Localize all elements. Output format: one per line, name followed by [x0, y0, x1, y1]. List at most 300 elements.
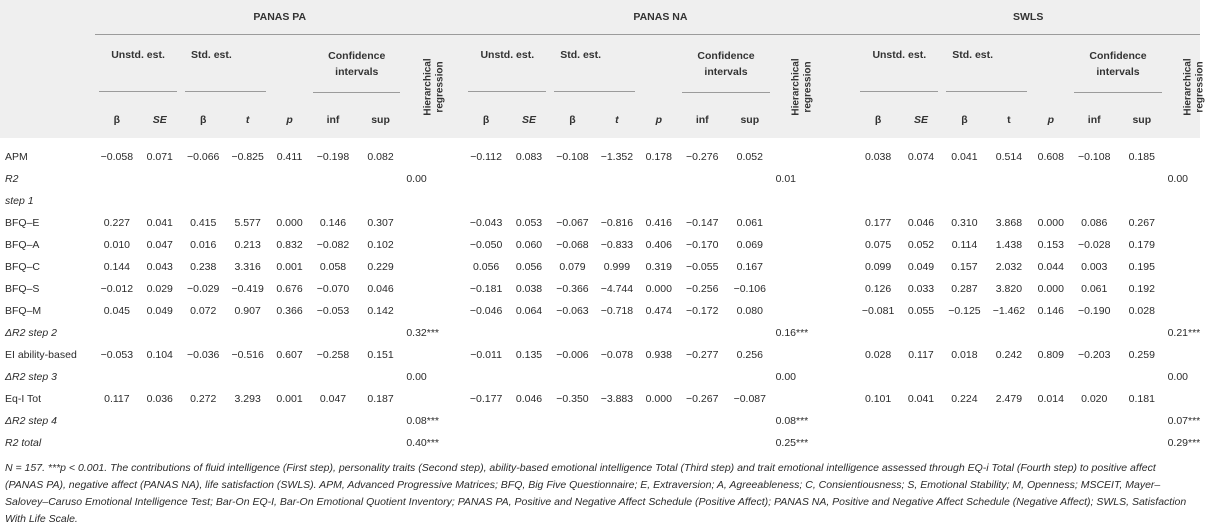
- panas-na-cell: 0.416: [645, 217, 672, 229]
- sup-header: sup: [726, 101, 774, 138]
- panas-na-cell: [595, 322, 639, 344]
- swls-cell: 0.038: [864, 151, 892, 163]
- panas-pa-cell: [225, 366, 269, 388]
- panas-na-cell: 0.056: [472, 261, 500, 273]
- panas-pa-cell: 0.117: [104, 393, 130, 405]
- panas-na-cell: 0.178: [645, 151, 672, 163]
- panas-pa-cell: 0.000: [276, 217, 303, 229]
- swls-cell: 0.041: [951, 151, 978, 163]
- panas-pa-cell: 0.229: [367, 261, 394, 273]
- swls-cell: [856, 168, 899, 190]
- panas-na-cell: −0.170: [686, 239, 719, 251]
- panas-na-cell: −0.067: [556, 217, 589, 229]
- swls-cell: 0.086: [1081, 217, 1108, 229]
- panas-pa-cell: [309, 190, 357, 212]
- panas-na-cell: −0.172: [686, 305, 719, 317]
- swls-cell: 3.820: [995, 283, 1023, 295]
- swls-cell: [900, 322, 942, 344]
- table-row: [0, 278, 1200, 300]
- inf-header: inf: [309, 101, 357, 138]
- swls-cell: 0.074: [907, 151, 935, 163]
- panas-pa-cell: [309, 432, 357, 454]
- panas-pa-cell: −0.058: [100, 151, 134, 163]
- panas-na-cell: −0.277: [686, 349, 719, 361]
- panas-pa-cell: [270, 322, 309, 344]
- swls-cell: 1.438: [995, 239, 1023, 251]
- group-panas-na: PANAS NA: [464, 0, 856, 35]
- panas-pa-cell: [139, 432, 181, 454]
- swls-cell: 0.000: [1037, 283, 1064, 295]
- panas-pa-cell: [181, 322, 225, 344]
- panas-pa-cell: 0.415: [190, 217, 217, 229]
- panas-na-cell: [726, 168, 774, 190]
- row-label: Eq-I Tot: [5, 393, 41, 405]
- std-est-header-swls: Std. est.: [946, 45, 1027, 92]
- panas-na-cell: [595, 366, 639, 388]
- swls-cell: [1070, 410, 1118, 432]
- row-label: BFQ–E: [5, 217, 40, 229]
- panas-na-cell: −0.046: [469, 305, 503, 317]
- sup-header: sup: [1118, 101, 1166, 138]
- panas-pa-cell: −0.053: [100, 349, 134, 361]
- swls-cell: −0.028: [1078, 239, 1111, 251]
- panas-pa-cell: [225, 432, 269, 454]
- unstd-est-header: Unstd. est.: [99, 45, 177, 92]
- panas-na-cell: [595, 432, 639, 454]
- panas-pa-cell: 0.907: [234, 305, 261, 317]
- panas-na-cell: 0.052: [736, 151, 763, 163]
- swls-cell: [942, 432, 986, 454]
- panas-pa-cell: −0.258: [316, 349, 350, 361]
- spacer-cell: [819, 256, 856, 278]
- confidence-intervals-header: [313, 44, 400, 93]
- panas-na-cell: 0.000: [645, 283, 672, 295]
- panas-pa-cell: 0.046: [367, 283, 394, 295]
- panas-na-cell: 0.319: [645, 261, 672, 273]
- swls-cell: [1070, 366, 1118, 388]
- panas-na-cell: [464, 410, 507, 432]
- panas-pa-cell: [95, 190, 138, 212]
- swls-cell: 0.000: [1037, 217, 1064, 229]
- panas-pa-regression-cell: [404, 138, 464, 168]
- swls-cell: 0.514: [995, 151, 1023, 163]
- panas-pa-cell: 0.227: [103, 217, 130, 229]
- panas-na-cell: [464, 168, 507, 190]
- panas-pa-regression-cell: 0.40***: [406, 437, 440, 449]
- swls-cell: −0.203: [1078, 349, 1111, 361]
- panas-na-cell: 0.056: [515, 261, 543, 273]
- hierarchical-regression-header-swls: Hierarchical regression: [1166, 35, 1200, 139]
- panas-na-cell: 0.061: [736, 217, 763, 229]
- panas-pa-cell: −0.825: [231, 151, 264, 163]
- panas-pa-cell: 0.151: [367, 349, 394, 361]
- swls-cell: [856, 322, 899, 344]
- swls-cell: [1070, 190, 1118, 212]
- swls-cell: [1118, 322, 1166, 344]
- swls-cell: 0.224: [951, 393, 978, 405]
- swls-cell: [1070, 322, 1118, 344]
- swls-cell: 0.033: [907, 283, 935, 295]
- swls-cell: [987, 366, 1031, 388]
- panas-na-regression-cell: [774, 234, 820, 256]
- panas-pa-cell: [357, 410, 405, 432]
- panas-pa-cell: [95, 322, 138, 344]
- table-row: [0, 344, 1200, 366]
- panas-na-cell: 0.083: [515, 151, 543, 163]
- panas-pa-cell: 0.411: [276, 151, 303, 163]
- panas-na-cell: −0.078: [600, 349, 634, 361]
- panas-pa-cell: 0.001: [276, 261, 303, 273]
- panas-na-cell: [550, 322, 594, 344]
- panas-pa-regression-cell: [404, 278, 464, 300]
- panas-na-cell: −0.181: [469, 283, 503, 295]
- swls-cell: 0.146: [1037, 305, 1064, 317]
- panas-na-cell: −0.068: [556, 239, 589, 251]
- swls-cell: 0.046: [907, 217, 935, 229]
- table-row: [0, 322, 1200, 344]
- row-label: ΔR2 step 2: [5, 327, 57, 339]
- swls-cell: [942, 168, 986, 190]
- panas-na-cell: [726, 190, 774, 212]
- beta-std-header: β: [942, 101, 986, 138]
- panas-na-cell: [726, 366, 774, 388]
- swls-regression-cell: [1166, 190, 1200, 212]
- panas-pa-cell: 0.144: [103, 261, 130, 273]
- panas-na-cell: [726, 432, 774, 454]
- beta-std-header: β: [181, 101, 225, 138]
- row-label: R2 total: [5, 437, 42, 449]
- t-header: t: [225, 101, 269, 138]
- panas-pa-cell: 0.146: [319, 217, 347, 229]
- panas-pa-regression-cell: [404, 300, 464, 322]
- panas-na-regression-cell: [774, 344, 820, 366]
- panas-pa-cell: 0.238: [190, 261, 217, 273]
- panas-na-cell: [508, 366, 550, 388]
- swls-cell: −0.190: [1078, 305, 1111, 317]
- spacer-cell: [819, 168, 856, 190]
- panas-na-cell: 0.046: [515, 393, 543, 405]
- swls-regression-cell: [1166, 278, 1200, 300]
- group-panas-pa: PANAS PA: [95, 0, 464, 35]
- panas-pa-cell: 0.047: [319, 393, 347, 405]
- panas-pa-regression-cell: [404, 256, 464, 278]
- panas-na-cell: [639, 322, 678, 344]
- swls-cell: 0.287: [951, 283, 978, 295]
- panas-pa-cell: [357, 190, 405, 212]
- panas-na-cell: [678, 432, 726, 454]
- spacer-cell: [819, 410, 856, 432]
- table-row: [0, 138, 1200, 168]
- row-label: R2: [5, 173, 19, 185]
- panas-na-cell: −0.267: [686, 393, 719, 405]
- panas-na-cell: −0.112: [470, 151, 502, 163]
- swls-cell: [987, 190, 1031, 212]
- panas-pa-regression-cell: [404, 388, 464, 410]
- swls-cell: 0.061: [1081, 283, 1108, 295]
- panas-na-cell: 0.135: [515, 349, 543, 361]
- panas-pa-cell: [357, 366, 405, 388]
- table-row: [0, 388, 1200, 410]
- panas-pa-cell: [270, 366, 309, 388]
- panas-na-cell: 0.938: [645, 349, 672, 361]
- swls-cell: 0.242: [995, 349, 1023, 361]
- table-row: [0, 168, 1200, 190]
- panas-pa-cell: 0.045: [103, 305, 130, 317]
- panas-pa-regression-cell: 0.32***: [406, 327, 440, 339]
- panas-na-cell: [464, 190, 507, 212]
- se-header: SE: [139, 101, 181, 138]
- group-swls: SWLS: [856, 0, 1200, 35]
- swls-cell: 0.052: [907, 239, 935, 251]
- swls-cell: 0.114: [951, 239, 978, 251]
- panas-pa-cell: 0.016: [190, 239, 217, 251]
- swls-cell: 0.267: [1128, 217, 1155, 229]
- panas-pa-cell: 0.187: [367, 393, 394, 405]
- swls-cell: [1118, 432, 1166, 454]
- swls-cell: [987, 432, 1031, 454]
- spacer-cell: [819, 234, 856, 256]
- spacer-cell: [819, 432, 856, 454]
- swls-cell: 0.126: [864, 283, 892, 295]
- swls-cell: 0.185: [1128, 151, 1155, 163]
- p-header: p: [1031, 101, 1070, 138]
- panas-na-cell: −0.718: [600, 305, 634, 317]
- panas-pa-cell: [270, 190, 309, 212]
- unstd-est-header-swls: Unstd. est.: [860, 45, 938, 92]
- panas-na-regression-cell: [774, 138, 820, 168]
- panas-pa-cell: [139, 410, 181, 432]
- swls-cell: 0.049: [907, 261, 935, 273]
- panas-pa-cell: 0.607: [276, 349, 303, 361]
- beta-header: β: [464, 101, 507, 138]
- panas-na-cell: [726, 410, 774, 432]
- swls-regression-cell: 0.00: [1167, 173, 1188, 185]
- swls-cell: 0.117: [908, 349, 934, 361]
- panas-pa-cell: −0.029: [186, 283, 220, 295]
- panas-na-regression-cell: 0.08***: [775, 415, 809, 427]
- table-body: [0, 138, 1200, 454]
- panas-pa-regression-cell: 0.08***: [406, 415, 440, 427]
- swls-cell: 0.041: [907, 393, 935, 405]
- std-est-header-na: Std. est.: [554, 45, 635, 92]
- panas-pa-cell: 0.047: [146, 239, 173, 251]
- swls-cell: 2.479: [995, 393, 1023, 405]
- panas-pa-cell: [95, 432, 138, 454]
- swls-cell: [987, 322, 1031, 344]
- row-label: BFQ–M: [5, 305, 42, 317]
- swls-cell: 0.099: [864, 261, 892, 273]
- panas-pa-cell: [270, 432, 309, 454]
- panas-pa-cell: 0.213: [234, 239, 261, 251]
- panas-na-cell: [464, 366, 507, 388]
- swls-cell: 0.014: [1037, 393, 1064, 405]
- panas-pa-cell: 0.058: [319, 261, 347, 273]
- panas-pa-cell: [357, 322, 405, 344]
- table-row: [0, 256, 1200, 278]
- unstd-est-header-na: Unstd. est.: [468, 45, 546, 92]
- spacer-cell: [819, 278, 856, 300]
- sub-header-row: [0, 35, 1200, 102]
- row-label: APM: [5, 151, 28, 163]
- beta-header: β: [856, 101, 899, 138]
- table-row: [0, 410, 1200, 432]
- panas-na-cell: [550, 190, 594, 212]
- panas-pa-regression-cell: [404, 212, 464, 234]
- panas-pa-cell: [181, 410, 225, 432]
- panas-pa-cell: 5.577: [234, 217, 261, 229]
- panas-na-cell: −0.350: [556, 393, 589, 405]
- swls-regression-cell: [1166, 138, 1200, 168]
- panas-pa-cell: [139, 190, 181, 212]
- swls-cell: 0.177: [864, 217, 892, 229]
- panas-pa-regression-cell: [404, 344, 464, 366]
- panas-pa-cell: [270, 410, 309, 432]
- panas-na-cell: −0.147: [686, 217, 719, 229]
- swls-cell: [1118, 190, 1166, 212]
- panas-pa-cell: 0.676: [276, 283, 303, 295]
- spacer-cell: [819, 212, 856, 234]
- panas-pa-cell: [225, 190, 269, 212]
- panas-pa-cell: 0.036: [146, 393, 173, 405]
- symbol-header-row: [0, 101, 1200, 138]
- panas-na-cell: −0.106: [733, 283, 766, 295]
- footnote: N = 157. ***p < 0.001. The contributions of fluid intelligence (First step), personality traits (Second step), ability-based emotional intelligence Total (Third step) and trait emotional intelligence assessed through EQ-i Total (Fourth step) to positive affect (PANAS PA), negative affect (PANAS NA), life satisfaction (SWLS). APM, Advanced Progressive Matrices; BFQ, Big Five Questionnaire; E, Extraversion; A, Agreeableness; C, Consientiousness; S, Emotional Stability; M, Openness; MSCEIT, Mayer–Salovey–Caruso Emotional Intelligence Test; Bar-On EQ-I, Bar-On Emotional Quotient Inventory; PANAS PA, Positive and Negative Affect Schedule (Positive Affect); PANAS NA, Positive and Negative Affect Schedule (Negative Affect); SWLS, Satisfaction With Life Scale.: [5, 462, 1187, 525]
- panas-na-regression-cell: 0.25***: [775, 437, 809, 449]
- panas-na-cell: −0.050: [469, 239, 503, 251]
- spacer-cell: [819, 322, 856, 344]
- panas-na-cell: −0.276: [686, 151, 719, 163]
- row-label: ΔR2 step 3: [5, 371, 57, 383]
- panas-na-cell: [464, 322, 507, 344]
- swls-cell: 0.157: [951, 261, 978, 273]
- panas-pa-cell: [181, 190, 225, 212]
- panas-pa-cell: −0.082: [316, 239, 350, 251]
- panas-pa-cell: 0.029: [146, 283, 173, 295]
- panas-na-cell: 0.406: [645, 239, 672, 251]
- panas-na-cell: [639, 168, 678, 190]
- swls-cell: [1118, 366, 1166, 388]
- panas-na-cell: [726, 322, 774, 344]
- panas-pa-cell: 0.104: [146, 349, 173, 361]
- swls-cell: [1031, 366, 1070, 388]
- panas-pa-cell: [139, 168, 181, 190]
- panas-pa-cell: [309, 168, 357, 190]
- panas-pa-cell: −0.053: [316, 305, 350, 317]
- swls-regression-cell: [1166, 234, 1200, 256]
- panas-pa-cell: [270, 168, 309, 190]
- swls-cell: [1031, 190, 1070, 212]
- panas-pa-cell: −0.419: [231, 283, 264, 295]
- swls-cell: [987, 168, 1031, 190]
- panas-na-cell: [550, 432, 594, 454]
- panas-na-cell: 0.256: [736, 349, 763, 361]
- t-header: t: [595, 101, 639, 138]
- panas-na-cell: 0.474: [645, 305, 672, 317]
- panas-na-cell: [639, 432, 678, 454]
- row-label: BFQ–A: [5, 239, 40, 251]
- table-row: [0, 366, 1200, 388]
- panas-na-cell: −0.006: [556, 349, 589, 361]
- panas-na-cell: [639, 190, 678, 212]
- swls-regression-cell: [1166, 212, 1200, 234]
- panas-na-regression-cell: 0.01: [775, 173, 797, 185]
- panas-na-cell: −0.256: [686, 283, 719, 295]
- swls-cell: [1031, 168, 1070, 190]
- panas-na-cell: −0.087: [733, 393, 766, 405]
- se-header: SE: [900, 101, 942, 138]
- swls-cell: [1031, 432, 1070, 454]
- swls-cell: −0.081: [861, 305, 895, 317]
- panas-na-cell: 0.069: [736, 239, 763, 251]
- panas-na-cell: [678, 322, 726, 344]
- panas-pa-cell: −0.066: [186, 151, 220, 163]
- table-row: [0, 190, 1200, 212]
- swls-regression-cell: 0.00: [1167, 371, 1188, 383]
- panas-na-cell: 0.000: [645, 393, 672, 405]
- table-row: [0, 432, 1200, 454]
- swls-regression-cell: [1166, 300, 1200, 322]
- panas-na-cell: [678, 410, 726, 432]
- panas-pa-cell: 3.293: [234, 393, 261, 405]
- panas-pa-cell: [95, 366, 138, 388]
- panas-na-cell: [508, 410, 550, 432]
- swls-cell: 3.868: [995, 217, 1023, 229]
- swls-cell: 0.608: [1037, 151, 1064, 163]
- panas-na-cell: 0.064: [515, 305, 543, 317]
- swls-cell: 0.181: [1128, 393, 1155, 405]
- panas-pa-cell: 0.001: [276, 393, 303, 405]
- panas-na-cell: [678, 168, 726, 190]
- panas-pa-cell: 0.102: [367, 239, 394, 251]
- panas-na-cell: [508, 322, 550, 344]
- swls-cell: [900, 168, 942, 190]
- panas-pa-cell: [357, 168, 405, 190]
- swls-cell: [942, 410, 986, 432]
- swls-cell: 0.020: [1081, 393, 1108, 405]
- swls-cell: [942, 322, 986, 344]
- swls-cell: [856, 366, 899, 388]
- panas-pa-cell: 0.832: [276, 239, 303, 251]
- panas-na-cell: −0.833: [600, 239, 634, 251]
- swls-cell: 0.044: [1037, 261, 1064, 273]
- confidence-intervals-header-na: Confidence intervals: [682, 44, 769, 93]
- panas-pa-cell: −0.516: [231, 349, 264, 361]
- panas-na-cell: [595, 190, 639, 212]
- panas-na-cell: [595, 168, 639, 190]
- swls-cell: [856, 410, 899, 432]
- panas-pa-cell: 0.272: [190, 393, 217, 405]
- panas-pa-cell: 0.142: [367, 305, 394, 317]
- panas-na-regression-cell: [774, 190, 820, 212]
- swls-cell: −1.462: [992, 305, 1026, 317]
- panas-pa-cell: [95, 168, 138, 190]
- row-label: EI ability-based: [5, 349, 77, 361]
- panas-na-regression-cell: [774, 388, 820, 410]
- p-header: p: [639, 101, 678, 138]
- panas-pa-cell: [225, 410, 269, 432]
- panas-na-cell: [678, 190, 726, 212]
- table-row: [0, 300, 1200, 322]
- panas-na-cell: [595, 410, 639, 432]
- swls-cell: [987, 410, 1031, 432]
- panas-pa-cell: 0.082: [367, 151, 394, 163]
- swls-cell: 0.259: [1128, 349, 1155, 361]
- swls-regression-cell: 0.29***: [1167, 437, 1201, 449]
- swls-regression-cell: 0.07***: [1167, 415, 1201, 427]
- panas-na-cell: 0.080: [736, 305, 763, 317]
- panas-na-cell: [550, 410, 594, 432]
- spacer-cell: [819, 138, 856, 168]
